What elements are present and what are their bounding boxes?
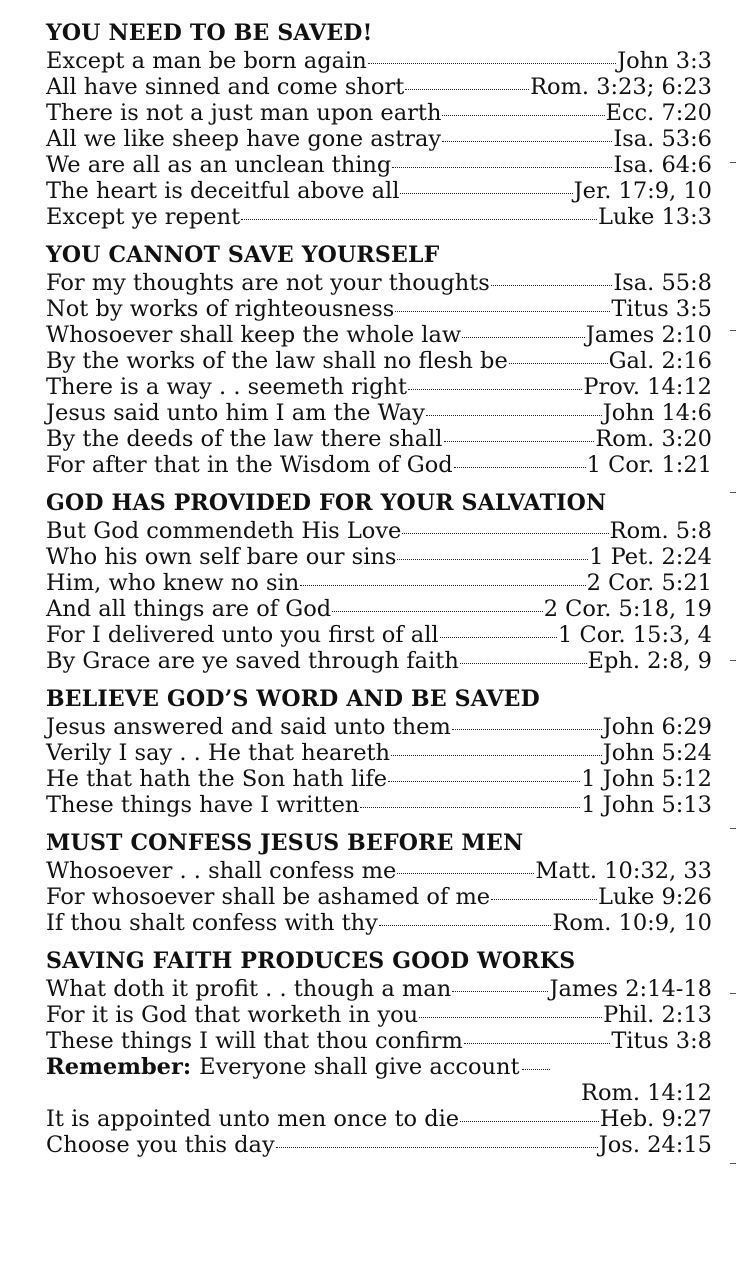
dot-leader <box>426 415 602 416</box>
section-saving-faith <box>46 946 712 1158</box>
verse-entry <box>46 544 712 570</box>
section-you-cannot-save-yourself <box>46 240 712 478</box>
dot-leader <box>368 63 616 64</box>
verse-text: But God commendeth His Love <box>46 518 402 544</box>
margin-tick <box>730 828 736 829</box>
dot-leader <box>379 925 552 926</box>
verse-reference: Rom. 3:23; 6:23 <box>530 74 712 100</box>
verse-reference: 1 Pet. 2:24 <box>589 544 712 570</box>
verse-entry <box>46 296 712 322</box>
dot-leader <box>452 729 602 730</box>
verse-entry <box>46 100 712 126</box>
section-heading: MUST CONFESS JESUS BEFORE MEN <box>46 830 524 856</box>
verse-reference: Matt. 10:32, 33 <box>535 858 712 884</box>
verse-reference: 2 Cor. 5:21 <box>586 570 712 596</box>
verse-text: And all things are of God <box>46 596 332 622</box>
verse-reference: Titus 3:8 <box>611 1028 712 1054</box>
margin-tick <box>730 660 736 661</box>
verse-text: The heart is deceitful above all <box>46 178 400 204</box>
verse-text: These things I will that thou confirm <box>46 1028 463 1054</box>
verse-text: Whosoever shall keep the whole law <box>46 322 462 348</box>
verse-entry <box>46 766 712 792</box>
verse-text: All we like sheep have gone astray <box>46 126 442 152</box>
dot-leader <box>491 285 612 286</box>
dot-leader <box>460 663 587 664</box>
dot-leader <box>442 141 612 142</box>
verse-entry <box>46 348 712 374</box>
verse-entry <box>46 270 712 296</box>
verse-reference: Gal. 2:16 <box>608 348 712 374</box>
dot-leader <box>360 807 580 808</box>
dot-leader <box>392 167 612 168</box>
section-you-need-to-be-saved <box>46 18 712 230</box>
verse-entry <box>46 740 712 766</box>
verse-reference: Ecc. 7:20 <box>605 100 712 126</box>
verse-reference: Heb. 9:27 <box>599 1106 712 1132</box>
dot-leader <box>452 991 548 992</box>
verse-reference: 1 John 5:13 <box>581 792 712 818</box>
section-heading: GOD HAS PROVIDED FOR YOUR SALVATION <box>46 490 607 516</box>
verse-entry <box>46 204 712 230</box>
verse-entry <box>46 714 712 740</box>
verse-reference: Isa. 64:6 <box>613 152 712 178</box>
dot-leader <box>464 1043 611 1044</box>
dot-leader <box>276 1147 598 1148</box>
verse-text: Except a man be born again <box>46 48 367 74</box>
dot-leader <box>491 899 597 900</box>
remember-entry <box>46 1054 712 1080</box>
verse-text: These things have I written <box>46 792 360 818</box>
verse-entry <box>46 976 712 1002</box>
verse-text: Jesus said unto him I am the Way <box>46 400 425 426</box>
verse-text: Except ye repent <box>46 204 241 230</box>
section-believe-gods-word <box>46 684 712 818</box>
verse-reference: Jos. 24:15 <box>598 1132 712 1158</box>
dot-leader <box>444 441 595 442</box>
dot-leader <box>509 363 608 364</box>
verse-reference: Rom. 3:20 <box>595 426 712 452</box>
dot-leader <box>408 389 582 390</box>
dot-leader <box>391 755 602 756</box>
margin-tick <box>730 1163 736 1164</box>
verse-entry <box>46 74 712 100</box>
verse-reference: James 2:10 <box>585 322 712 348</box>
verse-text: For whosoever shall be ashamed of me <box>46 884 491 910</box>
verse-entry <box>46 1028 712 1054</box>
verse-entry <box>46 1002 712 1028</box>
margin-tick <box>730 993 736 994</box>
verse-reference: John 5:24 <box>602 740 712 766</box>
verse-entry <box>46 596 712 622</box>
verse-text: Not by works of righteousness <box>46 296 395 322</box>
verse-text: Whosoever . . shall confess me <box>46 858 397 884</box>
dot-leader <box>419 1017 602 1018</box>
remember-label: Remember: <box>46 1054 192 1080</box>
verse-entry <box>46 126 712 152</box>
remember-reference: Rom. 14:12 <box>581 1080 712 1106</box>
verse-reference: John 6:29 <box>602 714 712 740</box>
verse-text: All have sinned and come short <box>46 74 405 100</box>
verse-text: For my thoughts are not your thoughts <box>46 270 490 296</box>
dot-leader <box>405 89 529 90</box>
verse-reference: Rom. 5:8 <box>609 518 712 544</box>
verse-reference: Luke 13:3 <box>597 204 712 230</box>
verse-text: For I delivered unto you first of all <box>46 622 439 648</box>
verse-reference: 2 Cor. 5:18, 19 <box>543 596 712 622</box>
verse-text: Who his own self bare our sins <box>46 544 397 570</box>
verse-entry <box>46 648 712 674</box>
verse-entry <box>46 1106 712 1132</box>
verse-entry <box>46 400 712 426</box>
verse-reference: James 2:14-18 <box>549 976 712 1002</box>
margin-tick <box>730 492 736 493</box>
section-god-has-provided <box>46 488 712 674</box>
verse-reference: Isa. 53:6 <box>613 126 712 152</box>
verse-entry <box>46 178 712 204</box>
dot-leader <box>241 219 597 220</box>
verse-text: Jesus answered and said unto them <box>46 714 451 740</box>
verse-entry <box>46 452 712 478</box>
verse-reference: 1 Cor. 1:21 <box>586 452 712 478</box>
verse-reference: 1 Cor. 15:3, 4 <box>558 622 712 648</box>
dot-leader <box>440 637 557 638</box>
verse-reference: Titus 3:5 <box>611 296 712 322</box>
verse-entry <box>46 518 712 544</box>
verse-reference: Rom. 10:9, 10 <box>552 910 712 936</box>
verse-entry <box>46 322 712 348</box>
verse-reference: Eph. 2:8, 9 <box>587 648 712 674</box>
verse-reference: Luke 9:26 <box>597 884 712 910</box>
section-heading: BELIEVE GOD’S WORD AND BE SAVED <box>46 686 540 712</box>
dot-leader <box>402 533 608 534</box>
section-heading: YOU CANNOT SAVE YOURSELF <box>46 242 440 268</box>
verse-text: He that hath the Son hath life <box>46 766 388 792</box>
margin-tick <box>730 330 736 331</box>
dot-leader <box>400 193 572 194</box>
verse-text: What doth it profit . . though a man <box>46 976 452 1002</box>
verse-text: Choose you this day <box>46 1132 275 1158</box>
verse-entry <box>46 570 712 596</box>
dot-leader <box>397 559 588 560</box>
verse-text: Verily I say . . He that heareth <box>46 740 391 766</box>
verse-entry <box>46 884 712 910</box>
verse-reference: 1 John 5:12 <box>581 766 712 792</box>
verse-reference: Jer. 17:9, 10 <box>573 178 712 204</box>
dot-leader <box>462 337 585 338</box>
verse-reference: Isa. 55:8 <box>613 270 712 296</box>
verse-entry <box>46 426 712 452</box>
verse-entry <box>46 792 712 818</box>
verse-text: We are all as an unclean thing <box>46 152 392 178</box>
dot-leader <box>442 115 604 116</box>
verse-entry <box>46 622 712 648</box>
verse-entry <box>46 374 712 400</box>
verse-text: For it is God that worketh in you <box>46 1002 419 1028</box>
verse-text: By the deeds of the law there shall <box>46 426 443 452</box>
dot-leader <box>397 873 534 874</box>
margin-tick <box>730 162 736 163</box>
dot-leader <box>522 1069 550 1070</box>
dot-leader <box>300 585 585 586</box>
verse-text: By the works of the law shall no flesh be <box>46 348 508 374</box>
dot-leader <box>460 1121 599 1122</box>
verse-entry <box>46 1132 712 1158</box>
verse-reference: John 3:3 <box>617 48 712 74</box>
verse-reference: Prov. 14:12 <box>583 374 712 400</box>
section-heading: YOU NEED TO BE SAVED! <box>46 20 373 46</box>
verse-text: There is a way . . seemeth right <box>46 374 408 400</box>
verse-text: Him, who knew no sin <box>46 570 300 596</box>
verse-text: For after that in the Wisdom of God <box>46 452 453 478</box>
tract-page <box>46 18 712 1158</box>
verse-entry <box>46 858 712 884</box>
verse-text: It is appointed unto men once to die <box>46 1106 460 1132</box>
verse-entry <box>46 48 712 74</box>
verse-text: There is not a just man upon earth <box>46 100 442 126</box>
verse-reference: John 14:6 <box>602 400 712 426</box>
remember-text: Everyone shall give account <box>199 1054 520 1080</box>
verse-entry <box>46 152 712 178</box>
section-heading: SAVING FAITH PRODUCES GOOD WORKS <box>46 948 576 974</box>
dot-leader <box>388 781 580 782</box>
section-must-confess <box>46 828 712 936</box>
verse-text: If thou shalt confess with thy <box>46 910 378 936</box>
dot-leader <box>454 467 586 468</box>
verse-text: By Grace are ye saved through faith <box>46 648 459 674</box>
verse-entry <box>46 910 712 936</box>
dot-leader <box>332 611 543 612</box>
dot-leader <box>395 311 610 312</box>
verse-reference: Phil. 2:13 <box>603 1002 712 1028</box>
